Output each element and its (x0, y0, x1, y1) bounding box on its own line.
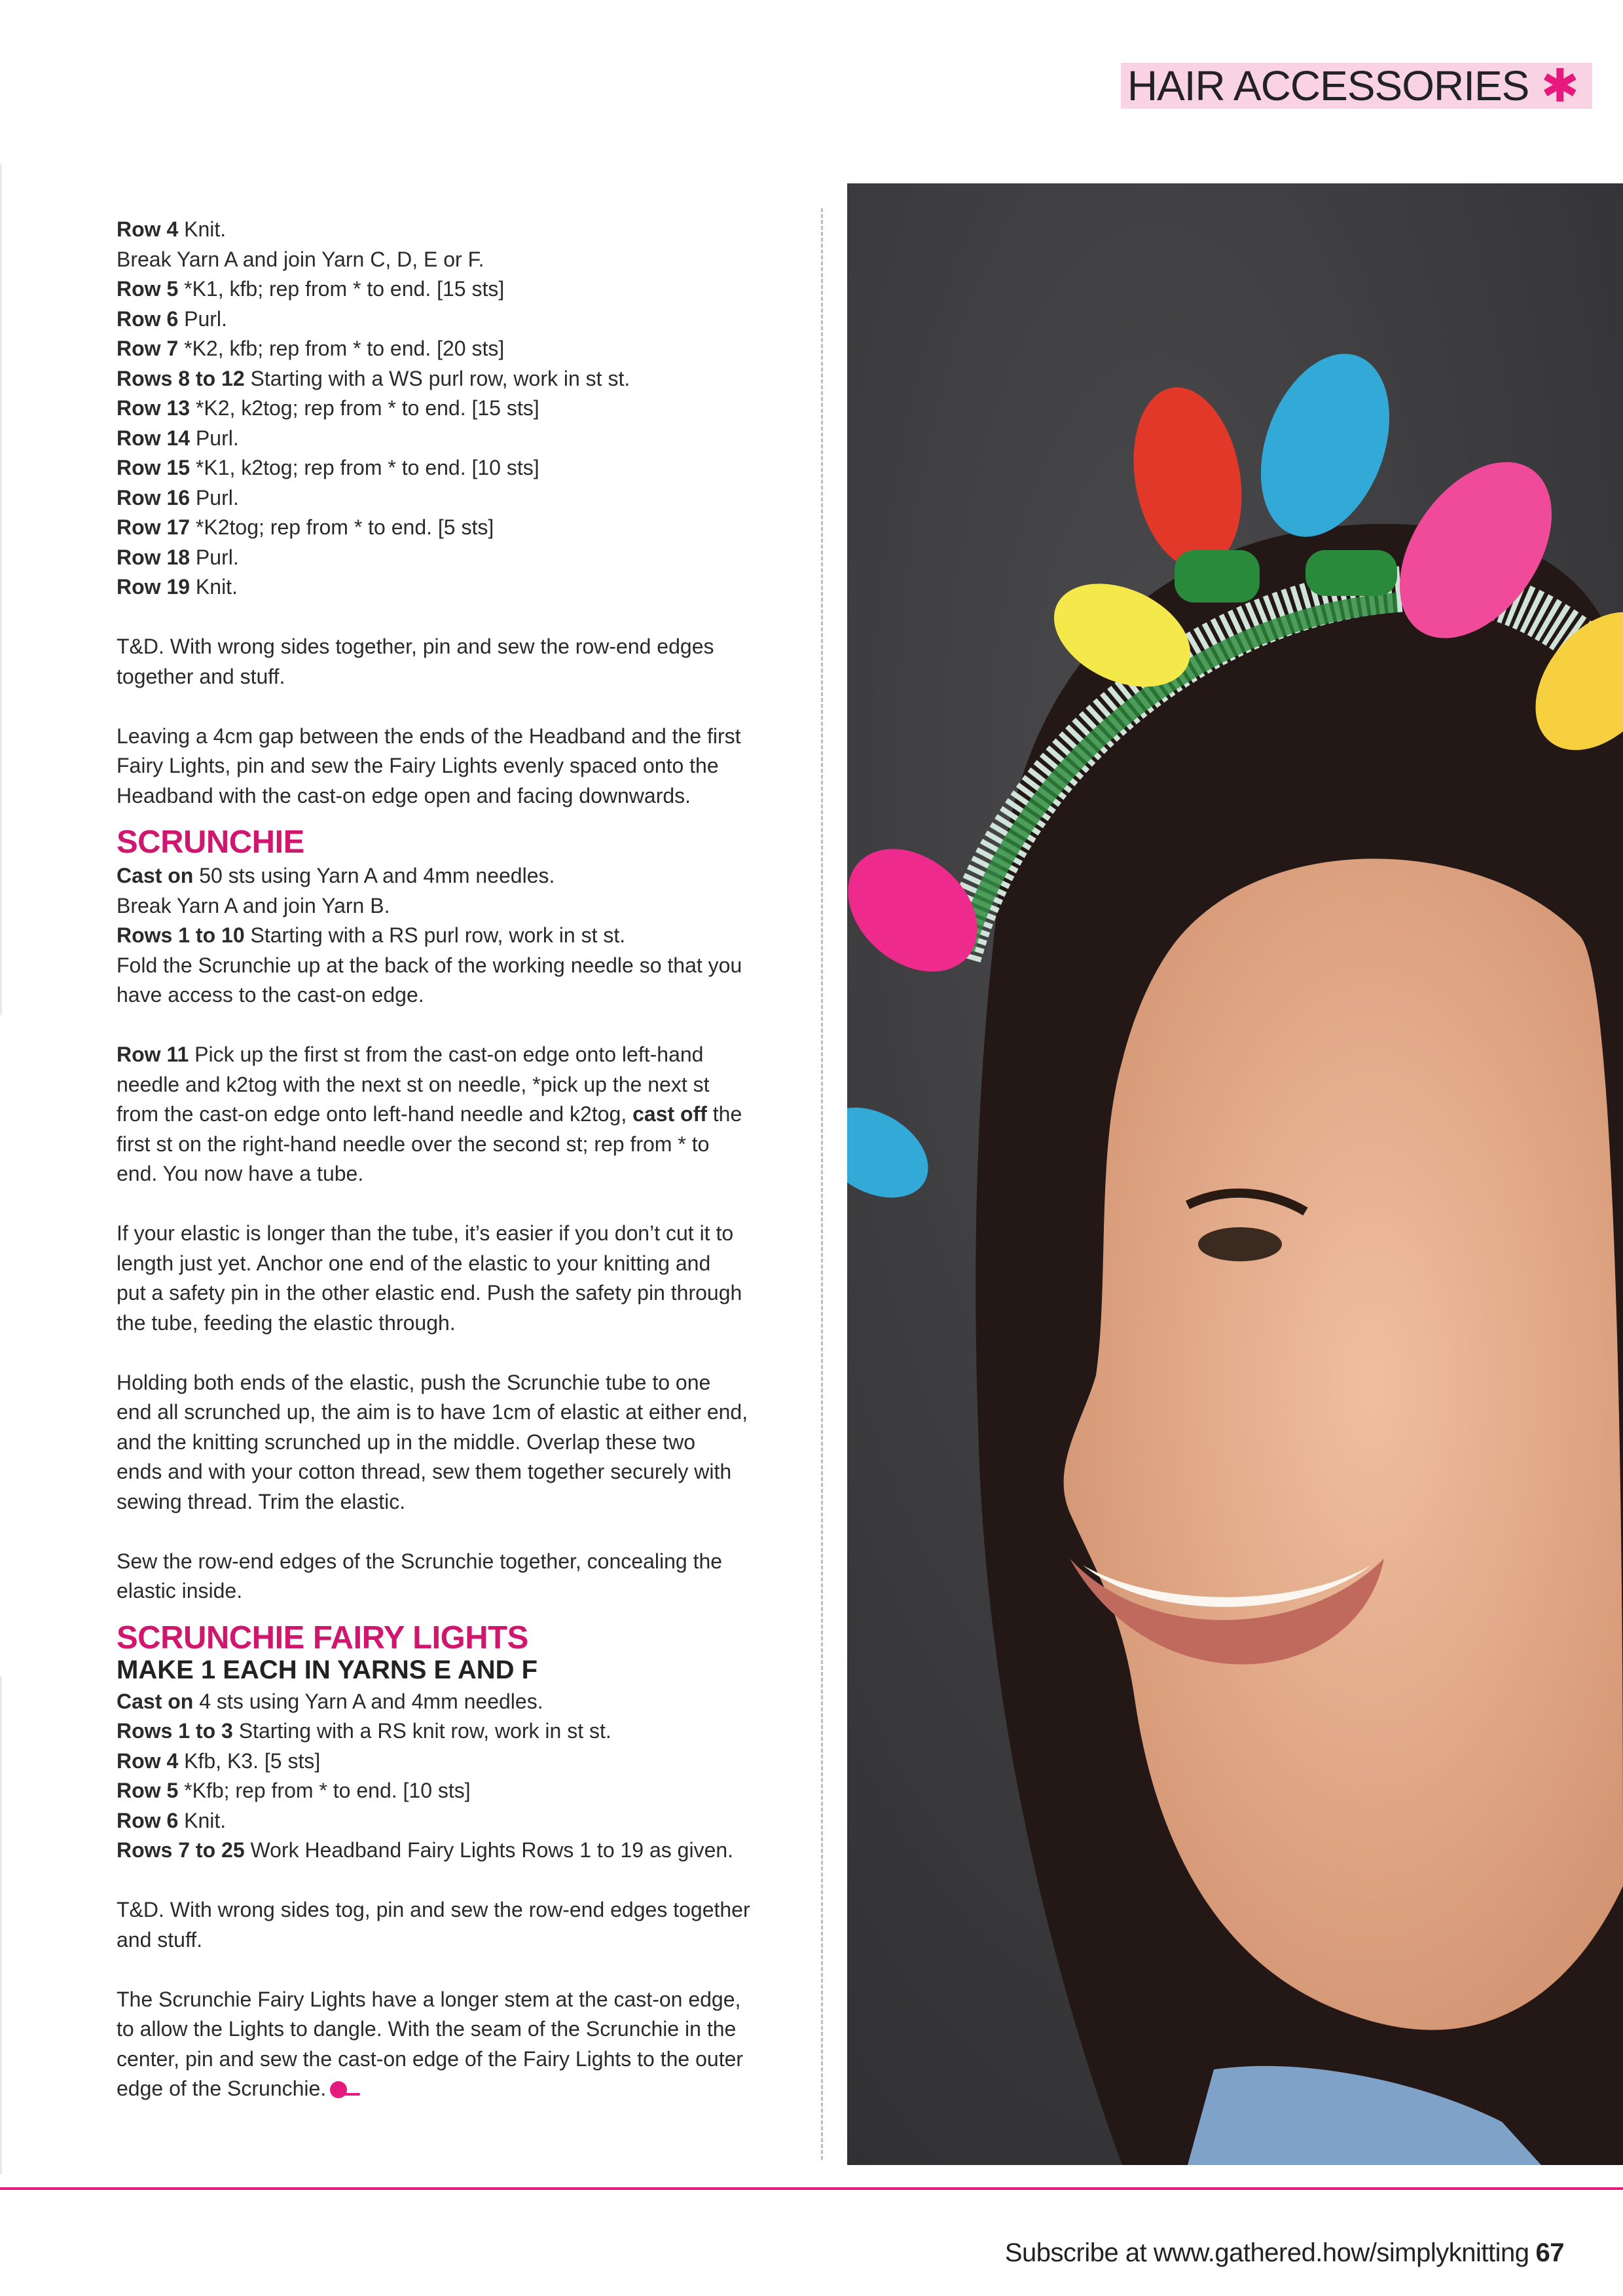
paragraph-sew (117, 1547, 811, 1606)
fairy-lights-heading: SCRUNCHIE FAIRY LIGHTS (117, 1620, 528, 1656)
instruction-line: Row 7 *K2, kfb; rep from * to end. [20 sts] (117, 337, 505, 360)
text-line: together and stuff. (117, 664, 285, 688)
text-line: Headband with the cast-on edge open and facing downwards. (117, 783, 691, 807)
paragraph-td-tog (117, 1895, 811, 1955)
text-line: Leaving a 4cm gap between the ends of the Headband and the first (117, 724, 741, 748)
text-line: ends and with your cotton thread, sew them together securely with (117, 1460, 732, 1483)
instruction-line: Cast on 4 sts using Yarn A and 4mm needles. (117, 1689, 543, 1713)
instruction-line: Rows 8 to 12 Starting with a WS purl row, work in st st. (117, 366, 630, 390)
section-title: HAIR ACCESSORIES (1127, 62, 1529, 109)
section-header (1121, 60, 1592, 111)
instruction-line: Row 15 *K1, k2tog; rep from * to end. [10 sts] (117, 456, 539, 479)
instruction-line: Row 16 Purl. (117, 485, 239, 509)
paragraph-td (117, 632, 811, 692)
instruction-line: Row 13 *K2, k2tog; rep from * to end. [15 sts] (117, 396, 539, 420)
scrunchie-rows (117, 861, 811, 1010)
scrunchie-heading: SCRUNCHIE (117, 824, 304, 860)
paragraph-holding (117, 1368, 811, 1517)
text-line: If your elastic is longer than the tube, it’s easier if you don’t cut it to (117, 1221, 734, 1245)
instruction-line: Row 14 Purl. (117, 426, 239, 450)
paragraph-elastic (117, 1219, 811, 1338)
instruction-line: Row 4 Knit. (117, 217, 227, 241)
instruction-line: Row 5 *Kfb; rep from * to end. [10 sts] (117, 1779, 471, 1802)
fairy-lights-rows (117, 215, 811, 602)
instruction-line: Row 5 *K1, kfb; rep from * to end. [15 sts] (117, 277, 505, 301)
text-line: The Scrunchie Fairy Lights have a longer stem at the cast-on edge, (117, 1987, 741, 2011)
footer (1005, 2238, 1564, 2268)
page-edge-mark (0, 1676, 2, 2174)
instruction-line: Break Yarn A and join Yarn C, D, E or F. (117, 247, 484, 271)
paragraph-leaving-gap (117, 722, 811, 811)
instruction-line: Cast on 50 sts using Yarn A and 4mm needles. (117, 864, 555, 887)
text-line: edge of the Scrunchie. (117, 2074, 811, 2104)
text-line: Fairy Lights, pin and sew the Fairy Lights evenly spaced onto the (117, 754, 719, 777)
model-photo (847, 183, 1623, 2165)
instruction-line: Rows 7 to 25 Work Headband Fairy Lights Rows 1 to 19 as given. (117, 1838, 734, 1862)
page-number: 67 (1535, 2238, 1564, 2267)
paragraph-final (117, 1985, 811, 2104)
text-line: elastic inside. (117, 1579, 243, 1602)
subscribe-link[interactable]: Subscribe at www.gathered.how/simplyknitting (1004, 2238, 1529, 2267)
yarn-ball-end-icon (330, 2081, 347, 2098)
text-line: and the knitting scrunched up in the middle. Overlap these two (117, 1430, 696, 1454)
footer-rule (0, 2187, 1623, 2190)
instruction-line: Row 17 *K2tog; rep from * to end. [5 sts] (117, 515, 494, 539)
fairy-lights-subheading: MAKE 1 EACH IN YARNS E AND F (117, 1655, 538, 1684)
instruction-line: have access to the cast-on edge. (117, 983, 424, 1007)
instruction-line: Row 6 Purl. (117, 306, 227, 331)
instruction-line: Fold the Scrunchie up at the back of the working needle so that you (117, 953, 742, 977)
instruction-line: Row 6 Knit. (117, 1808, 227, 1832)
instruction-line: Break Yarn A and join Yarn B. (117, 893, 390, 917)
instruction-line: Rows 1 to 3 Starting with a RS knit row, work in st st. (117, 1719, 611, 1743)
row-11-paragraph: Row 11 Pick up the first st from the cast-on edge onto left-hand needle and k2tog with the next st on needle, *pick up the next st from the cast-on edge onto left-hand needle and k2tog, cast off the first st on the right-hand needle over the second st; rep from * to end. You now have a tube. (117, 1043, 742, 1185)
text-line: sewing thread. Trim the elastic. (117, 1489, 406, 1513)
column-divider (821, 208, 823, 2160)
text-line: Sew the row-end edges of the Scrunchie together, concealing the (117, 1549, 723, 1573)
text-line: the tube, feeding the elastic through. (117, 1310, 456, 1335)
fairy-lights-rows-list (117, 1687, 811, 1866)
instruction-line: Row 19 Knit. (117, 575, 238, 599)
instruction-line: Rows 1 to 10 Starting with a RS purl row, work in st st. (117, 923, 626, 947)
instruction-line: Row 4 Kfb, K3. [5 sts] (117, 1749, 321, 1773)
instruction-line: Row 18 Purl. (117, 545, 239, 569)
text-line: Holding both ends of the elastic, push the Scrunchie tube to one (117, 1370, 711, 1394)
text-line: center, pin and sew the cast-on edge of the Fairy Lights to the outer (117, 2046, 744, 2071)
text-line: and stuff. (117, 1927, 203, 1952)
text-line: T&D. With wrong sides tog, pin and sew the row-end edges together (117, 1898, 750, 1921)
instructions-column (117, 215, 811, 2104)
text-line: length just yet. Anchor one end of the elastic to your knitting and (117, 1251, 711, 1275)
text-line: T&D. With wrong sides together, pin and sew the row-end edges (117, 635, 714, 658)
flower-star-icon: ✱ (1541, 60, 1579, 111)
text-line: put a safety pin in the other elastic end. Push the safety pin through (117, 1281, 742, 1305)
text-line: to allow the Lights to dangle. With the seam of the Scrunchie in the (117, 2017, 737, 2041)
text-line: end all scrunched up, the aim is to have 1cm of elastic at either end, (117, 1400, 748, 1424)
page-edge-mark (0, 164, 2, 1015)
